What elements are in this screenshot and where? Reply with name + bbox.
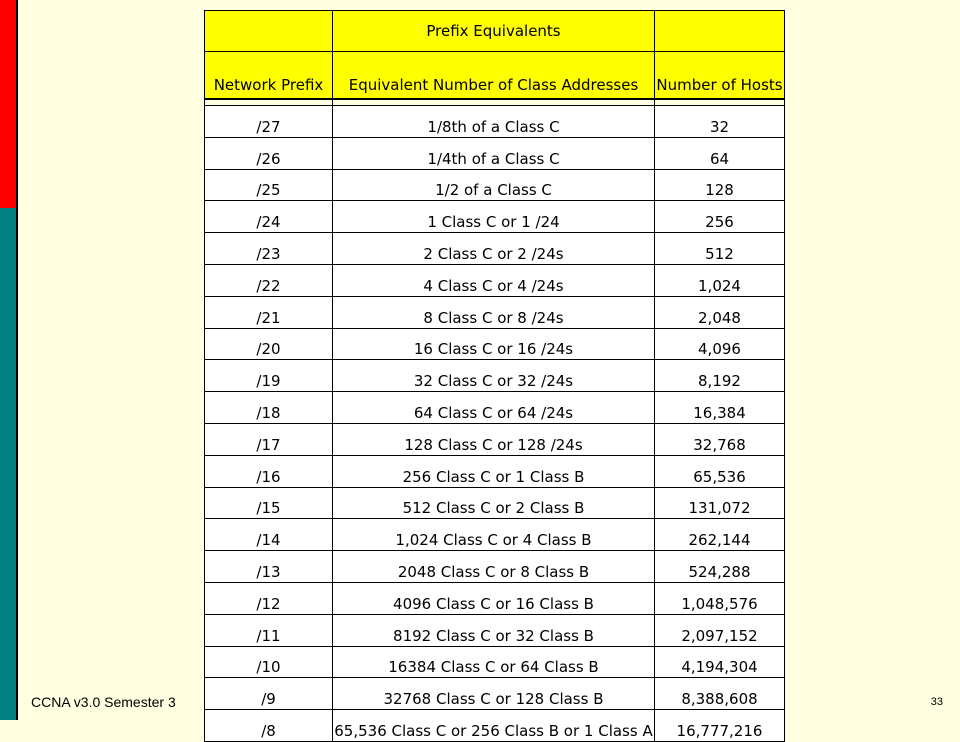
table-title: Prefix Equivalents	[333, 11, 655, 52]
left-accent-bar-red	[0, 0, 16, 208]
cell-class-addresses: 8192 Class C or 32 Class B	[333, 614, 655, 646]
cell-class-addresses: 16 Class C or 16 /24s	[333, 328, 655, 360]
table-row	[205, 392, 785, 424]
cell-network-prefix: /15	[205, 487, 333, 519]
cell-number-of-hosts: 256	[655, 201, 785, 233]
table-header-row	[205, 72, 785, 99]
cell-number-of-hosts: 16,384	[655, 392, 785, 424]
cell-number-of-hosts: 8,388,608	[655, 678, 785, 710]
cell-network-prefix: /23	[205, 233, 333, 265]
header-spacer-cell	[205, 52, 333, 73]
table-row	[205, 137, 785, 169]
table-row	[205, 551, 785, 583]
cell-class-addresses: 128 Class C or 128 /24s	[333, 423, 655, 455]
cell-class-addresses: 1/8th of a Class C	[333, 106, 655, 138]
cell-class-addresses: 1,024 Class C or 4 Class B	[333, 519, 655, 551]
header-class-addresses: Equivalent Number of Class Addresses	[333, 72, 655, 99]
cell-number-of-hosts: 2,048	[655, 296, 785, 328]
cell-class-addresses: 256 Class C or 1 Class B	[333, 455, 655, 487]
cell-network-prefix: /25	[205, 169, 333, 201]
left-accent-bar-teal	[0, 208, 16, 720]
course-footer: CCNA v3.0 Semester 3	[31, 694, 176, 710]
cell-network-prefix: /16	[205, 455, 333, 487]
cell-class-addresses: 512 Class C or 2 Class B	[333, 487, 655, 519]
cell-number-of-hosts: 512	[655, 233, 785, 265]
table-row	[205, 487, 785, 519]
table-row	[205, 233, 785, 265]
table-row	[205, 106, 785, 138]
cell-network-prefix: /19	[205, 360, 333, 392]
title-right-cell	[655, 11, 785, 52]
cell-class-addresses: 1/4th of a Class C	[333, 137, 655, 169]
cell-number-of-hosts: 4,194,304	[655, 646, 785, 678]
table-row	[205, 264, 785, 296]
cell-network-prefix: /14	[205, 519, 333, 551]
cell-number-of-hosts: 1,048,576	[655, 582, 785, 614]
cell-number-of-hosts: 32,768	[655, 423, 785, 455]
header-spacer-cell	[333, 52, 655, 73]
cell-network-prefix: /11	[205, 614, 333, 646]
cell-network-prefix: /21	[205, 296, 333, 328]
table-row	[205, 423, 785, 455]
table-row	[205, 296, 785, 328]
header-number-of-hosts: Number of Hosts	[655, 72, 785, 99]
cell-class-addresses: 4 Class C or 4 /24s	[333, 264, 655, 296]
cell-number-of-hosts: 32	[655, 106, 785, 138]
cell-number-of-hosts: 128	[655, 169, 785, 201]
cell-class-addresses: 65,536 Class C or 256 Class B or 1 Class A	[333, 710, 655, 742]
cell-number-of-hosts: 2,097,152	[655, 614, 785, 646]
cell-class-addresses: 16384 Class C or 64 Class B	[333, 646, 655, 678]
cell-class-addresses: 2048 Class C or 8 Class B	[333, 551, 655, 583]
cell-class-addresses: 1/2 of a Class C	[333, 169, 655, 201]
cell-network-prefix: /27	[205, 106, 333, 138]
table-row	[205, 455, 785, 487]
cell-network-prefix: /13	[205, 551, 333, 583]
prefix-equivalents-table	[204, 10, 785, 742]
cell-class-addresses: 1 Class C or 1 /24	[333, 201, 655, 233]
cell-number-of-hosts: 524,288	[655, 551, 785, 583]
cell-network-prefix: /22	[205, 264, 333, 296]
table-row	[205, 646, 785, 678]
cell-number-of-hosts: 4,096	[655, 328, 785, 360]
table-row	[205, 582, 785, 614]
cell-network-prefix: /9	[205, 678, 333, 710]
cell-number-of-hosts: 1,024	[655, 264, 785, 296]
cell-number-of-hosts: 16,777,216	[655, 710, 785, 742]
cell-network-prefix: /20	[205, 328, 333, 360]
table-title-row	[205, 11, 785, 52]
table-row	[205, 519, 785, 551]
header-spacer-cell	[655, 52, 785, 73]
table-row	[205, 201, 785, 233]
table-row	[205, 169, 785, 201]
cell-number-of-hosts: 262,144	[655, 519, 785, 551]
table-row	[205, 360, 785, 392]
cell-class-addresses: 32 Class C or 32 /24s	[333, 360, 655, 392]
cell-number-of-hosts: 65,536	[655, 455, 785, 487]
table-row	[205, 328, 785, 360]
table-row	[205, 678, 785, 710]
cell-class-addresses: 2 Class C or 2 /24s	[333, 233, 655, 265]
header-spacer-row	[205, 52, 785, 73]
cell-number-of-hosts: 64	[655, 137, 785, 169]
cell-network-prefix: /8	[205, 710, 333, 742]
cell-network-prefix: /17	[205, 423, 333, 455]
cell-class-addresses: 4096 Class C or 16 Class B	[333, 582, 655, 614]
cell-class-addresses: 8 Class C or 8 /24s	[333, 296, 655, 328]
page-number: 33	[930, 696, 943, 708]
cell-class-addresses: 64 Class C or 64 /24s	[333, 392, 655, 424]
header-network-prefix: Network Prefix	[205, 72, 333, 99]
cell-network-prefix: /10	[205, 646, 333, 678]
table-row	[205, 614, 785, 646]
cell-class-addresses: 32768 Class C or 128 Class B	[333, 678, 655, 710]
table-row	[205, 710, 785, 742]
cell-network-prefix: /24	[205, 201, 333, 233]
left-accent-divider	[16, 0, 18, 720]
cell-network-prefix: /18	[205, 392, 333, 424]
cell-number-of-hosts: 8,192	[655, 360, 785, 392]
title-left-cell	[205, 11, 333, 52]
cell-number-of-hosts: 131,072	[655, 487, 785, 519]
cell-network-prefix: /12	[205, 582, 333, 614]
cell-network-prefix: /26	[205, 137, 333, 169]
